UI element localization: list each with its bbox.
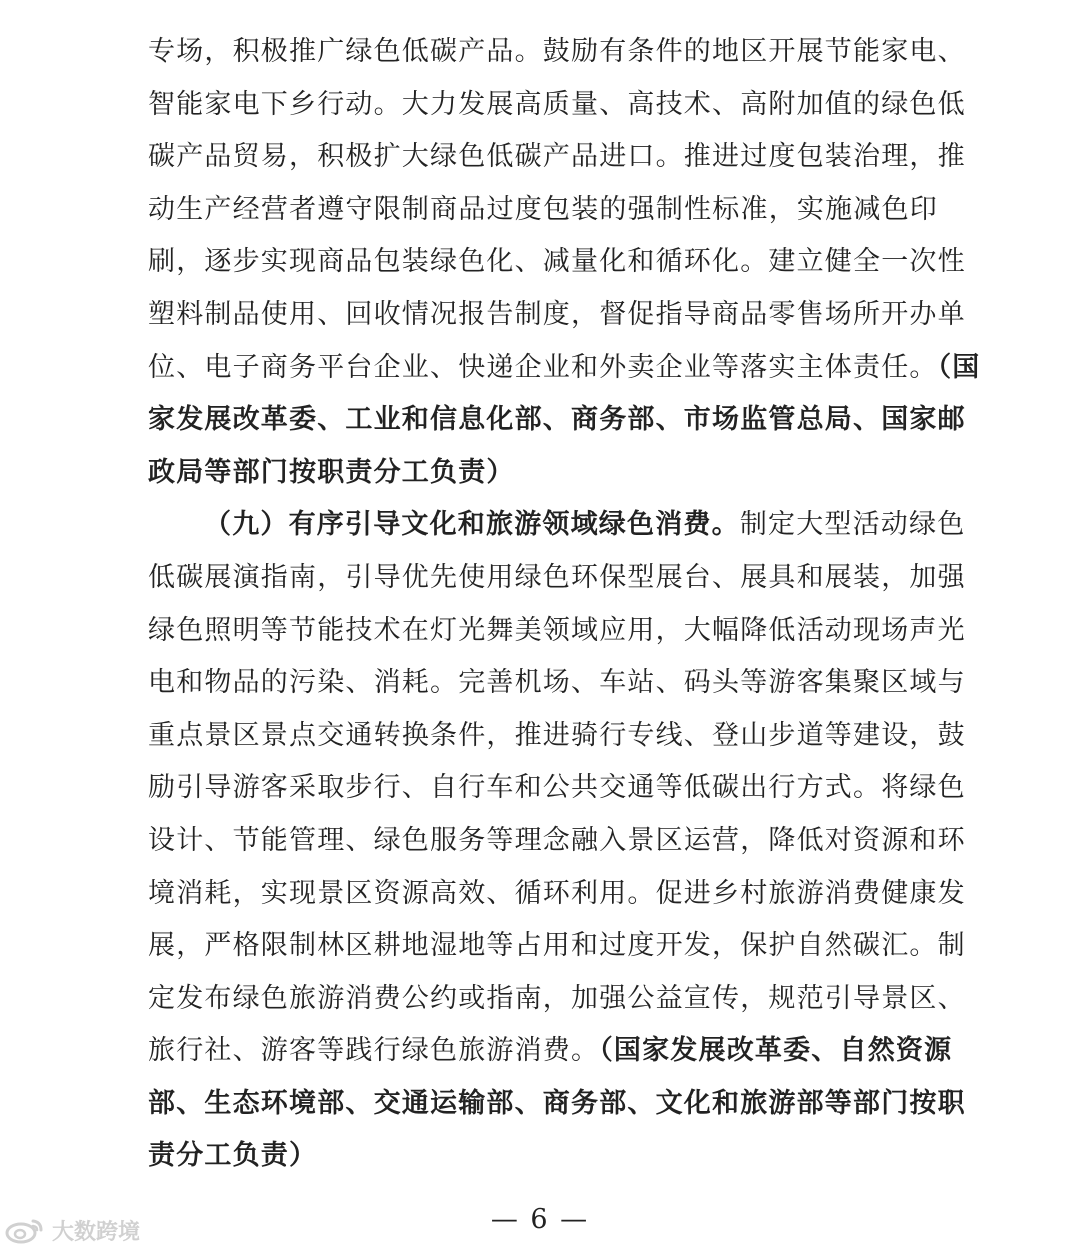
bold-text-segment: （国 xyxy=(937,351,981,383)
text-line xyxy=(148,342,981,395)
text-segment: 碳产品贸易，积极扩大绿色低碳产品进口。推进过度包装治理，推 xyxy=(148,141,966,173)
text-line xyxy=(148,710,966,763)
text-segment: 动生产经营者遵守限制商品过度包装的强制性标准，实施减色印 xyxy=(148,193,938,225)
text-line xyxy=(148,1025,953,1078)
bold-text-segment: （九）有序引导文化和旅游领域绿色消费。 xyxy=(204,509,740,541)
text-line xyxy=(148,762,966,815)
text-line xyxy=(148,605,966,658)
text-line xyxy=(148,26,966,79)
text-line xyxy=(148,1078,966,1131)
text-line xyxy=(148,499,966,552)
text-segment: 境消耗，实现景区资源高效、循环利用。促进乡村旅游消费健康发 xyxy=(148,877,966,909)
watermark-text: 大数跨境 xyxy=(52,1219,141,1245)
text-line xyxy=(148,79,966,132)
text-line xyxy=(148,236,966,289)
text-segment: 定发布绿色旅游消费公约或指南，加强公益宣传，规范引导景区、 xyxy=(148,982,966,1014)
text-line xyxy=(148,447,938,500)
watermark xyxy=(4,1212,140,1248)
text-segment: 刷，逐步实现商品包装绿色化、减量化和循环化。建立健全一次性 xyxy=(148,246,966,278)
text-line xyxy=(148,289,966,342)
document-body xyxy=(148,26,981,1183)
page-number: — 6 — xyxy=(490,1204,590,1235)
text-segment: 电和物品的污染、消耗。完善机场、车站、码头等游客集聚区域与 xyxy=(148,667,966,699)
bold-text-segment: 家发展改革委、工业和信息化部、商务部、市场监管总局、国家邮 xyxy=(148,404,966,436)
text-segment: 制定大型活动绿色 xyxy=(739,509,966,541)
text-segment: 位、电子商务平台企业、快递企业和外卖企业等落实主体责任。 xyxy=(148,351,938,383)
text-segment: 重点景区景点交通转换条件，推进骑行专线、登山步道等建设，鼓 xyxy=(148,719,966,751)
bold-text-segment: 政局等部门按职责分工负责） xyxy=(148,456,515,488)
text-line xyxy=(148,657,966,710)
text-line xyxy=(148,394,966,447)
bold-text-segment: （国家发展改革委、自然资源 xyxy=(599,1035,953,1067)
text-segment: 塑料制品使用、回收情况报告制度，督促指导商品零售场所开办单 xyxy=(148,298,966,330)
text-line xyxy=(148,868,966,921)
text-line xyxy=(148,131,966,184)
bold-text-segment: 部、生态环境部、交通运输部、商务部、文化和旅游部等部门按职 xyxy=(148,1087,966,1119)
text-segment: 专场，积极推广绿色低碳产品。鼓励有条件的地区开展节能家电、 xyxy=(148,36,966,67)
text-segment: 设计、节能管理、绿色服务等理念融入景区运营，降低对资源和环 xyxy=(148,824,966,856)
text-line xyxy=(148,1130,938,1183)
text-segment: 智能家电下乡行动。大力发展高质量、高技术、高附加值的绿色低 xyxy=(148,88,966,120)
text-segment: 展，严格限制林区耕地湿地等占用和过度开发，保护自然碳汇。制 xyxy=(148,930,966,962)
text-line xyxy=(148,815,966,868)
text-segment: 低碳展演指南，引导优先使用绿色环保型展台、展具和展装，加强 xyxy=(148,561,966,593)
text-line xyxy=(148,973,966,1026)
text-segment: 旅行社、游客等践行绿色旅游消费。 xyxy=(148,1035,600,1067)
text-line xyxy=(148,920,966,973)
text-segment: 励引导游客采取步行、自行车和公共交通等低碳出行方式。将绿色 xyxy=(148,772,966,804)
bold-text-segment: 责分工负责） xyxy=(148,1140,318,1172)
weibo-logo-icon xyxy=(4,1215,46,1245)
text-line xyxy=(148,184,938,237)
text-line xyxy=(148,552,966,605)
text-segment: 绿色照明等节能技术在灯光舞美领域应用，大幅降低活动现场声光 xyxy=(148,614,966,646)
